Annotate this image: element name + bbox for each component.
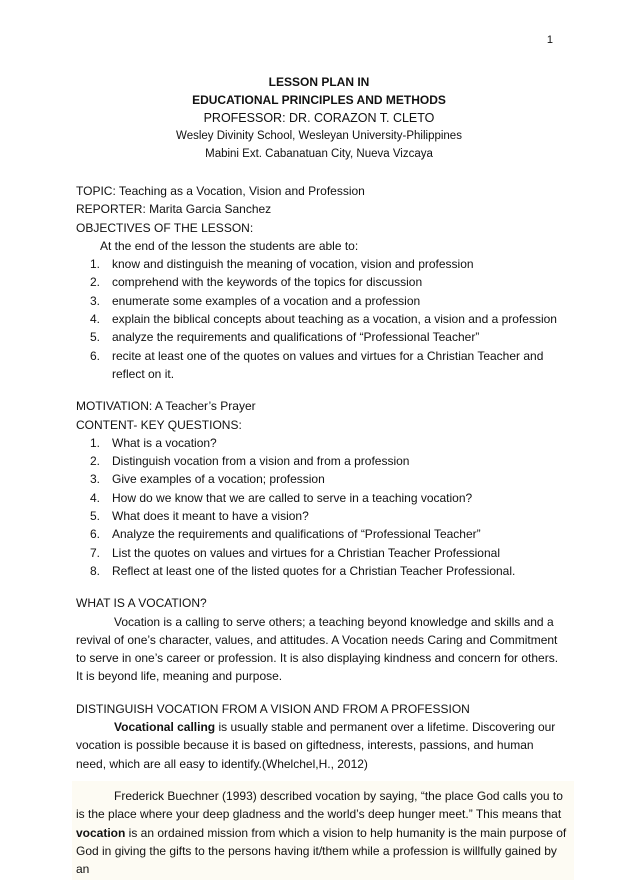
list-item bbox=[76, 347, 566, 384]
list-item bbox=[76, 507, 566, 525]
vocation-heading: WHAT IS A VOCATION? bbox=[76, 596, 207, 611]
list-number: 3. bbox=[90, 472, 101, 487]
header-professor: PROFESSOR: DR. CORAZON T. CLETO bbox=[203, 111, 435, 125]
paragraph-text: is an ordained mission from which a vision to help humanity is the main purpose of God in giving the gifts to the persons having it/them while a profession is willfully gained by an bbox=[76, 825, 567, 877]
list-text: Analyze the requirements and qualifications of “Professional Teacher” bbox=[112, 527, 481, 542]
vocational-calling-paragraph bbox=[76, 718, 566, 773]
list-text: What does it meant to have a vision? bbox=[112, 509, 309, 524]
list-number: 2. bbox=[90, 275, 101, 290]
document-body bbox=[76, 182, 566, 880]
list-text: Distinguish vocation from a vision and from a profession bbox=[112, 454, 410, 469]
buechner-paragraph bbox=[72, 781, 574, 880]
list-text: What is a vocation? bbox=[112, 435, 217, 450]
list-number: 6. bbox=[90, 348, 101, 363]
lesson-plan-header bbox=[0, 73, 638, 163]
page-number: 1 bbox=[546, 34, 553, 46]
paragraph-text: is usually stable and permanent over a lifetime. Discovering our vocation is possible because it is based on giftedness, interests, passions, and human need, which are all easy to identify.(Whelchel,H., 2012) bbox=[76, 720, 556, 771]
header-address: Mabini Ext. Cabanatuan City, Nueva Vizcaya bbox=[205, 148, 433, 160]
list-text: How do we know that we are called to serve in a teaching vocation? bbox=[112, 490, 473, 505]
list-text: comprehend with the keywords of the topics for discussion bbox=[112, 275, 423, 290]
list-text: know and distinguish the meaning of vocation, vision and profession bbox=[112, 257, 474, 272]
list-text: Give examples of a vocation; profession bbox=[112, 472, 325, 487]
list-item bbox=[76, 470, 566, 488]
paragraph-text: Frederick Buechner (1993) described vocation by saying, “the place God calls you to is the place where your deep gladness and the world’s deep hunger meet.” This means that bbox=[76, 788, 563, 822]
content-heading: CONTENT- KEY QUESTIONS: bbox=[76, 417, 242, 432]
list-text: List the quotes on values and virtues for a Christian Teacher Professional bbox=[112, 545, 500, 560]
list-item bbox=[76, 452, 566, 470]
list-item bbox=[76, 489, 566, 507]
header-line-2: EDUCATIONAL PRINCIPLES AND METHODS bbox=[192, 93, 446, 107]
list-item bbox=[76, 328, 566, 346]
questions-list bbox=[76, 434, 566, 580]
list-item bbox=[76, 292, 566, 310]
bold-term: Vocational calling bbox=[114, 720, 216, 735]
list-item bbox=[76, 544, 566, 562]
list-number: 1. bbox=[90, 435, 101, 450]
list-number: 1. bbox=[90, 257, 101, 272]
list-item bbox=[76, 273, 566, 291]
list-text: analyze the requirements and qualifications of “Professional Teacher” bbox=[112, 330, 480, 345]
objectives-intro: At the end of the lesson the students are able to: bbox=[100, 238, 359, 253]
list-number: 6. bbox=[90, 527, 101, 542]
bold-term: vocation bbox=[76, 825, 126, 840]
list-text: enumerate some examples of a vocation and a profession bbox=[112, 293, 421, 308]
list-number: 8. bbox=[90, 563, 101, 578]
header-school: Wesley Divinity School, Wesleyan University-Philippines bbox=[176, 130, 462, 142]
objectives-list bbox=[76, 255, 566, 383]
reporter-line: REPORTER: Marita Garcia Sanchez bbox=[76, 202, 272, 217]
header-line-1: LESSON PLAN IN bbox=[268, 75, 370, 89]
list-number: 2. bbox=[90, 454, 101, 469]
distinguish-heading: DISTINGUISH VOCATION FROM A VISION AND FROM A PROFESSION bbox=[76, 701, 470, 716]
list-number: 4. bbox=[90, 312, 101, 327]
list-text: Reflect at least one of the listed quotes for a Christian Teacher Professional. bbox=[112, 563, 516, 578]
list-number: 7. bbox=[90, 545, 101, 560]
list-item bbox=[76, 434, 566, 452]
list-number: 5. bbox=[90, 330, 101, 345]
list-item bbox=[76, 310, 566, 328]
topic-line: TOPIC: Teaching as a Vocation, Vision and Profession bbox=[76, 184, 365, 198]
objectives-heading: OBJECTIVES OF THE LESSON: bbox=[76, 220, 254, 235]
vocation-paragraph: Vocation is a calling to serve others; a teaching beyond knowledge and skills and a revival of one’s character, values, and attitudes. A Vocation needs Caring and Commitment to serve in one’s career or profession. It is also displaying kindness and concern for others. It is beyond life, meaning and purpose. bbox=[76, 614, 559, 684]
list-text: recite at least one of the quotes on values and virtues for a Christian Teacher and reflect on it. bbox=[112, 348, 544, 381]
list-number: 4. bbox=[90, 490, 101, 505]
list-number: 3. bbox=[90, 293, 101, 308]
motivation-line: MOTIVATION: A Teacher’s Prayer bbox=[76, 399, 256, 414]
list-number: 5. bbox=[90, 509, 101, 524]
list-text: explain the biblical concepts about teaching as a vocation, a vision and a profession bbox=[112, 312, 557, 327]
list-item bbox=[76, 255, 566, 273]
list-item bbox=[76, 562, 566, 580]
list-item bbox=[76, 525, 566, 543]
